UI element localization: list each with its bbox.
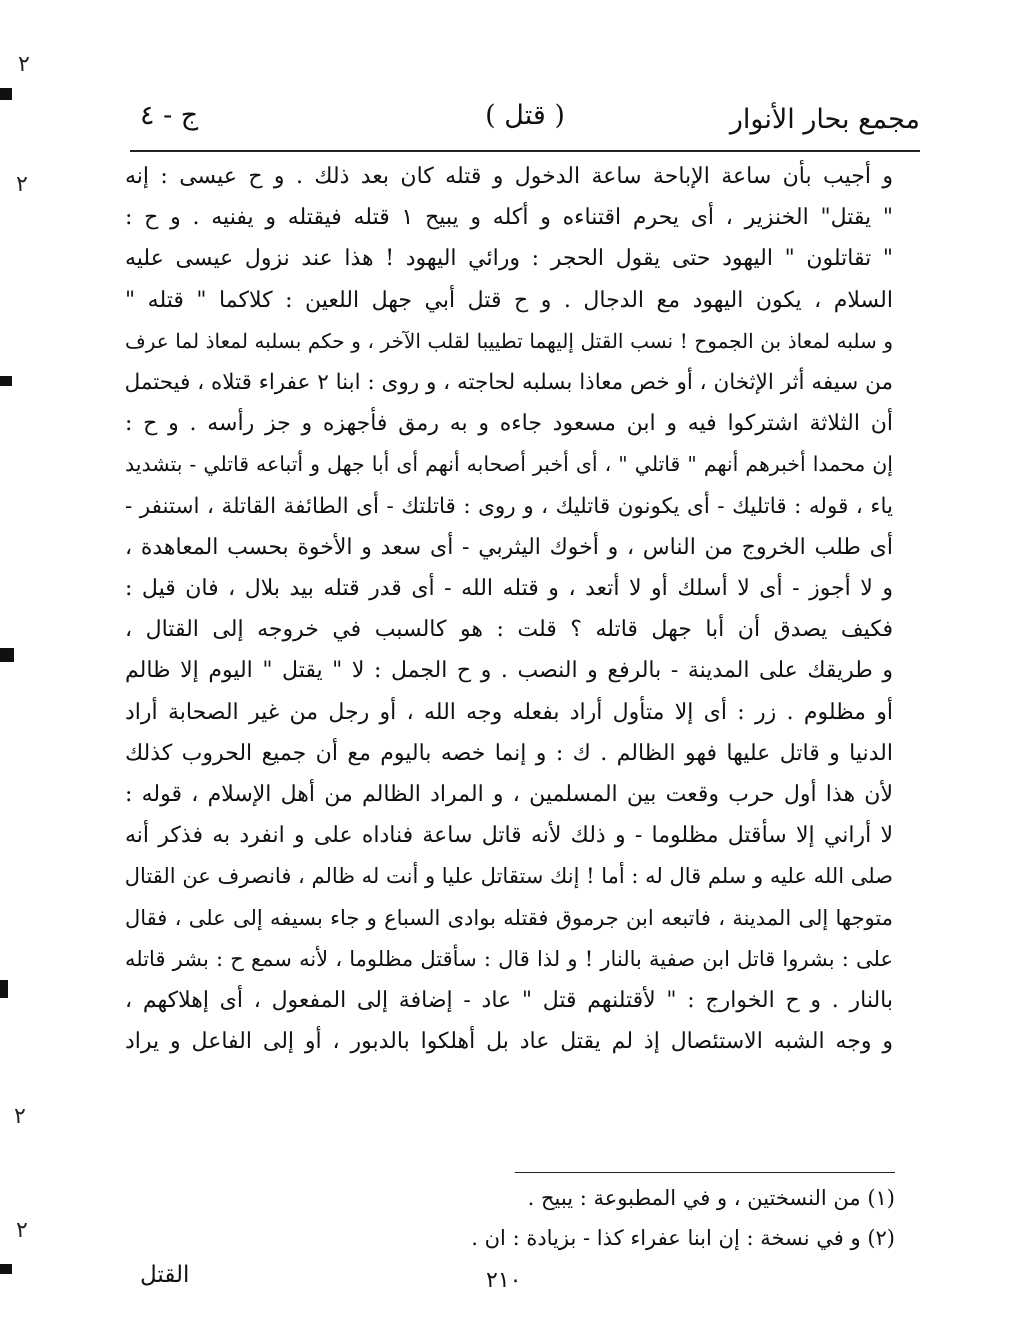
text-line: الدنيا و قاتل عليها فهو الظالم . ك : و إنما خصه باليوم مع أن جميع الحروب كذلك: [125, 740, 893, 766]
text-line: " يقتل" الخنزير ، أى يحرم اقتناءه و أكله و يبيح ١ قتله فيقتله و يفنيه . و ح :: [125, 205, 893, 231]
text-line: من سيفه أثر الإثخان ، أو خص معاذا بسلبه لحاجته ، و روى : ابنا ٢ عفراء قتلاه ، فيحتمل: [125, 370, 893, 396]
margin-glyph: ٢: [14, 1104, 26, 1129]
text-line: فكيف يصدق أن أبا جهل قاتله ؟ قلت : هو كالسبب في خروجه إلى القتال ،: [125, 617, 893, 643]
footnote: (١) من النسختين ، و في المطبوعة : يبيح .: [527, 1186, 895, 1210]
text-line: بالنار . و ح الخوارج : " لأقتلنهم قتل " عاد - إضافة إلى المفعول ، أى إهلاكهم ،: [125, 988, 893, 1014]
text-line: لا أراني إلا سأقتل مظلوما - و ذلك لأنه قاتل ساعة فناداه على و انفرد به فذكر أنه: [125, 823, 893, 849]
scan-mark: [0, 1264, 12, 1274]
text-line: إن محمدا أخبرهم أنهم " قاتلي " ، أى أخبر أصحابه أنهم أى أبا جهل و أتباعه قاتلي - بتشديد: [125, 452, 893, 477]
text-line: متوجها إلى المدينة ، فاتبعه ابن جرموق فقتله بوادى السباع و جاء بسيفه إلى على ، فقال: [125, 905, 893, 930]
text-line: أو مظلوم . زر : أى إلا متأول أراد بفعله وجه الله ، أو رجل من غير الصحابة أراد: [125, 699, 893, 725]
main-text: [125, 156, 893, 1062]
footnotes: [400, 1178, 895, 1258]
text-line: صلى الله عليه و سلم قال له : أما ! إنك ستقاتل عليا و أنت له ظالم ، فانصرف عن القتال: [125, 864, 893, 889]
margin-glyph: ٢: [16, 1218, 28, 1243]
scan-mark: [0, 88, 12, 100]
book-title: مجمع بحار الأنوار: [729, 104, 920, 135]
text-line: على : بشروا قاتل ابن صفية بالنار ! و لذا قال : سأقتل مظلوما ، لأنه سمع ح : بشر قاتله: [125, 946, 893, 971]
scan-mark: [0, 648, 14, 662]
text-line: و طريقك على المدينة - بالرفع و النصب . و ح الجمل : لا " يقتل " اليوم إلا ظالم: [125, 658, 893, 684]
text-line: أى طلب الخروج من الناس ، و أخوك اليثربي - أى سعد و الأخوة بحسب المعاهدة ،: [125, 534, 893, 560]
text-line: و سلبه لمعاذ بن الجموح ! نسب القتل إليهما تطييبا لقلب الآخر ، و حكم بسلبه لمعاذ لما عرف: [125, 328, 893, 353]
footnote: (٢) و في نسخة : إن ابنا عفراء كذا - بزيادة : ان .: [471, 1226, 895, 1250]
footnote-rule: [515, 1172, 895, 1173]
margin-glyph: ٢: [18, 52, 30, 77]
text-line: و لا أجوز - أى لا أسلك أو لا أتعد ، و قتله الله - أى قدر قتله بيد بلال ، فان قيل :: [125, 576, 893, 602]
page-number: ٢١٠: [486, 1268, 522, 1293]
text-line: السلام ، يكون اليهود مع الدجال . و ح قتل أبي جهل اللعين : كلاكما " قتله ": [125, 287, 893, 313]
text-line: " تقاتلون " اليهود حتى يقول الحجر : ورائي اليهود ! هذا عند نزول عيسى عليه: [125, 246, 893, 272]
margin-glyph: ٢: [16, 172, 28, 197]
text-line: أن الثلاثة اشتركوا فيه و ابن مسعود جاءه و به رمق فأجهزه و جز رأسه . و ح :: [125, 411, 893, 437]
entry-heading: ( قتل ): [485, 100, 565, 131]
header-rule: [130, 150, 920, 152]
text-line: ياء ، قوله : قاتليك - أى يكونون قاتليك ، و روى : قاتلتك - أى الطائفة القاتلة ، استنفر -: [125, 493, 893, 519]
text-line: لأن هذا أول حرب وقعت بين المسلمين ، و المراد الظالم من أهل الإسلام ، قوله :: [125, 782, 893, 808]
text-line: و وجه الشبه الاستئصال إذ لم يقتل عاد بل أهلكوا بالدبور ، أو إلى الفاعل و يراد: [125, 1029, 893, 1055]
scan-mark: [0, 980, 8, 998]
text-line: و أجيب بأن ساعة الإباحة ساعة الدخول و قتله كان بعد ذلك . و ح عيسى : إنه: [125, 164, 893, 189]
footer-catchword: القتل: [140, 1262, 190, 1288]
scan-mark: [0, 376, 12, 386]
volume-number: ج - ٤: [140, 100, 199, 131]
running-header: [130, 96, 920, 146]
